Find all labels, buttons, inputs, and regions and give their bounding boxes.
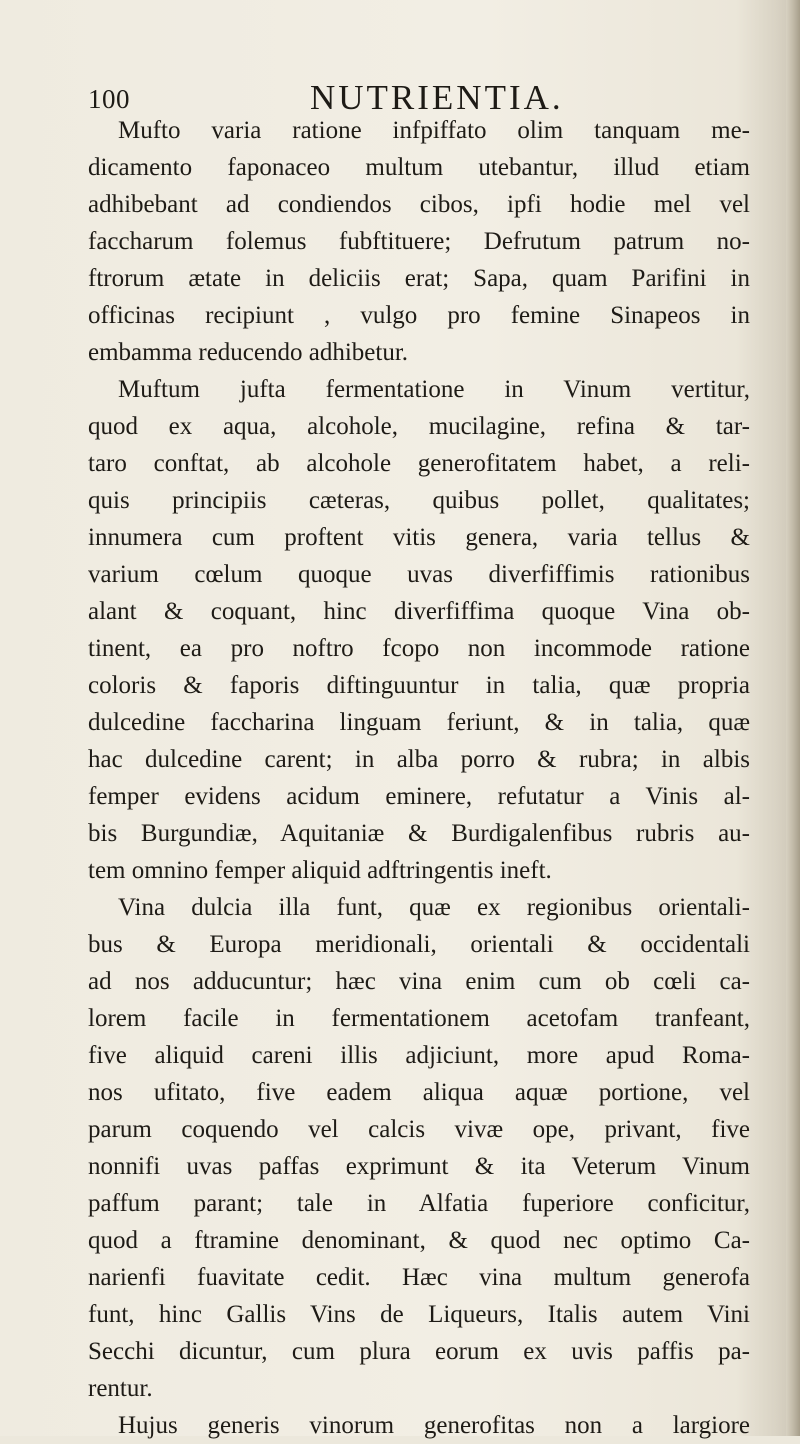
text-line: Secchi dicuntur, cum plura eorum ex uvis paffis pa-: [88, 1338, 750, 1365]
text-line: quod a ftramine denominant, & quod nec optimo Ca-: [88, 1227, 750, 1254]
text-line: lorem facile in fermentationem acetofam tranfeant,: [88, 1005, 750, 1032]
text-line: hac dulcedine carent; in alba porro & rubra; in albis: [88, 746, 750, 773]
text-line: taro conftat, ab alcohole generofitatem habet, a reli-: [88, 450, 750, 477]
text-line: dulcedine faccharina linguam feriunt, & in talia, quæ: [88, 709, 750, 736]
text-line: paffum parant; tale in Alfatia fuperiore conficitur,: [88, 1190, 750, 1217]
page-edge-shadow: [786, 0, 800, 1436]
text-line: officinas recipiunt , vulgo pro femine Sinapeos in: [88, 302, 750, 329]
text-line: ad nos adducuntur; hæc vina enim cum ob cœli ca-: [88, 968, 750, 995]
text-line: rentur.: [88, 1375, 153, 1402]
text-line: parum coquendo vel calcis vivæ ope, privant, five: [88, 1116, 750, 1143]
text-line: Muftum jufta fermentatione in Vinum vertitur,: [118, 376, 750, 403]
body-text: [88, 112, 750, 1444]
text-line: five aliquid careni illis adjiciunt, more apud Roma-: [88, 1042, 750, 1069]
text-line: coloris & faporis diftinguuntur in talia, quæ propria: [88, 672, 750, 699]
text-line: innumera cum proftent vitis genera, varia tellus &: [88, 524, 750, 551]
text-line: quis principiis cæteras, quibus pollet, qualitates;: [88, 487, 750, 514]
text-line: embamma reducendo adhibetur.: [88, 339, 409, 366]
text-line: quod ex aqua, alcohole, mucilagine, refina & tar-: [88, 413, 750, 440]
text-line: tem omnino femper aliquid adftringentis ineft.: [88, 857, 552, 884]
text-line: ftrorum ætate in deliciis erat; Sapa, quam Parifini in: [88, 265, 750, 292]
text-line: faccharum folemus fubftituere; Defrutum patrum no-: [88, 228, 750, 255]
text-line: nonnifi uvas paffas exprimunt & ita Veterum Vinum: [88, 1153, 750, 1180]
text-line: narienfi fuavitate cedit. Hæc vina multum generofa: [88, 1264, 750, 1291]
text-line: bis Burgundiæ, Aquitaniæ & Burdigalenfibus rubris au-: [88, 820, 750, 847]
text-line: adhibebant ad condiendos cibos, ipfi hodie mel vel: [88, 191, 750, 218]
text-line: dicamento faponaceo multum utebantur, illud etiam: [88, 154, 750, 181]
text-line: femper evidens acidum eminere, refutatur a Vinis al-: [88, 783, 750, 810]
text-line: tinent, ea pro noftro fcopo non incommode ratione: [88, 635, 750, 662]
text-line: nos ufitato, five eadem aliqua aquæ portione, vel: [88, 1079, 750, 1106]
running-head: NUTRIENTIA.: [310, 78, 564, 117]
text-line: Vina dulcia illa funt, quæ ex regionibus orientali-: [118, 894, 750, 921]
text-line: alant & coquant, hinc diverfiffima quoque Vina ob-: [88, 598, 750, 625]
text-line: funt, hinc Gallis Vins de Liqueurs, Italis autem Vini: [88, 1301, 750, 1328]
text-line: bus & Europa meridionali, orientali & occidentali: [88, 931, 750, 958]
text-line: Hujus generis vinorum generofitas non a largiore: [118, 1412, 750, 1439]
page-number: 100: [88, 84, 130, 114]
text-line: varium cœlum quoque uvas diverfiffimis rationibus: [88, 561, 750, 588]
text-line: Mufto varia ratione infpiffato olim tanquam me-: [118, 117, 750, 144]
